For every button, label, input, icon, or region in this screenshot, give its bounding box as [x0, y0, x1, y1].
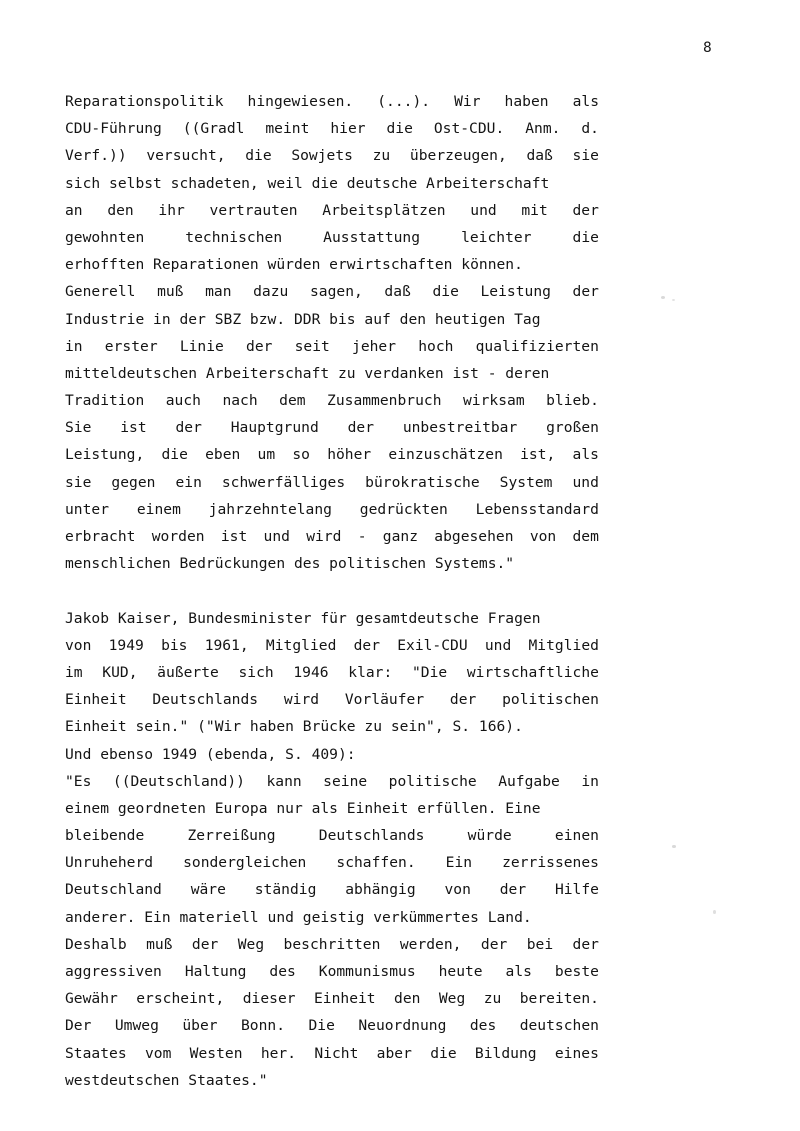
text-line	[65, 876, 599, 903]
word: dieser	[242, 990, 296, 1008]
word: vertrauten	[209, 201, 298, 219]
word: werden,	[399, 935, 462, 953]
word: zerrissenes	[502, 854, 599, 872]
word: unter	[65, 500, 110, 518]
word: der	[449, 691, 477, 709]
word: Weg	[237, 935, 265, 953]
word: d.	[581, 120, 599, 138]
text-line	[65, 686, 599, 713]
word: von	[444, 881, 471, 899]
word: Zerreißung	[187, 827, 276, 845]
word: sie	[572, 147, 599, 165]
word: den	[107, 201, 134, 219]
word: sagen,	[309, 283, 363, 301]
word: von	[529, 528, 557, 545]
word: in	[65, 337, 83, 355]
word: haben	[504, 93, 549, 110]
word: Wir	[454, 93, 481, 110]
word: würde	[467, 827, 512, 845]
word: wird	[283, 691, 320, 709]
word: über	[182, 1017, 218, 1035]
word: ständig	[254, 881, 317, 899]
word: hingewiesen.	[247, 93, 354, 110]
text-line	[65, 958, 599, 985]
word: Gewähr	[65, 990, 118, 1008]
word: Arbeitsplätzen	[322, 201, 446, 219]
word: jahrzehntelang	[208, 500, 332, 518]
word: -	[357, 528, 367, 545]
word: meint	[265, 120, 310, 138]
word: dem	[279, 392, 306, 410]
word: Bildung	[474, 1044, 537, 1062]
word: ((Gradl	[182, 120, 245, 138]
text-line: mitteldeutschen Arbeiterschaft zu verdanken ist - deren	[65, 364, 550, 382]
scan-speck	[672, 299, 675, 301]
word: wäre	[190, 881, 226, 899]
text-line: Einheit sein." ("Wir haben Brücke zu sein", S. 166).	[65, 718, 523, 736]
word: Nicht	[314, 1044, 359, 1062]
word: Anm.	[525, 120, 561, 138]
word: Westen	[189, 1044, 243, 1062]
word: leichter	[461, 228, 532, 246]
text-line	[65, 1012, 599, 1039]
word: seit	[294, 337, 330, 355]
text-line	[65, 197, 599, 224]
word: Weg	[438, 990, 466, 1008]
word: als	[572, 93, 599, 110]
word: zu	[372, 147, 391, 165]
word: CDU-Führung	[65, 120, 162, 138]
word: Deshalb	[65, 935, 127, 953]
word: seine	[323, 772, 368, 790]
word: nach	[222, 392, 258, 410]
word: Verf.))	[65, 147, 127, 165]
word: Ein	[445, 854, 473, 872]
word: abgesehen	[434, 528, 514, 545]
paragraph	[65, 88, 599, 577]
word: eines	[554, 1044, 599, 1062]
word: äußerte	[157, 663, 219, 681]
text-line	[65, 768, 599, 795]
word: einem	[136, 500, 181, 518]
word: politische	[388, 772, 477, 790]
word: Ost-CDU.	[433, 120, 505, 138]
text-line	[65, 1040, 599, 1067]
word: wirtschaftliche	[466, 663, 599, 681]
word: und	[470, 201, 497, 219]
word: Einheit	[313, 990, 376, 1008]
word: einzuschätzen	[388, 446, 503, 464]
word: der	[246, 337, 273, 355]
word: der	[499, 881, 527, 899]
word: daß	[384, 283, 411, 301]
word: eben	[205, 446, 241, 464]
text-line	[65, 224, 599, 251]
word: sich	[238, 663, 274, 681]
word: und	[263, 528, 290, 545]
word: die	[386, 120, 413, 138]
word: der	[353, 636, 380, 654]
word: ist,	[520, 446, 556, 464]
word: um	[257, 446, 276, 464]
word: Zusammenbruch	[327, 392, 442, 410]
word: kann	[266, 772, 302, 790]
paragraph	[65, 605, 599, 1094]
word: Mitglied	[265, 636, 337, 654]
word: Ausstattung	[323, 228, 421, 246]
word: bis	[161, 636, 188, 654]
text-line	[65, 523, 599, 550]
word: man	[205, 283, 232, 301]
word: Tradition	[65, 392, 145, 410]
word: schaffen.	[336, 854, 416, 872]
word: als	[572, 446, 599, 464]
word: bleibende	[65, 827, 145, 845]
word: Leistung,	[65, 446, 145, 464]
text-line	[65, 88, 599, 115]
word: Hilfe	[554, 881, 599, 899]
word: technischen	[185, 228, 283, 246]
word: Linie	[179, 337, 224, 355]
word: aggressiven	[65, 963, 162, 980]
text-line: einem geordneten Europa nur als Einheit erfüllen. Eine	[65, 799, 541, 817]
word: und	[572, 473, 599, 491]
word: jeher	[352, 337, 397, 355]
word: (...).	[377, 93, 431, 110]
word: aber	[376, 1044, 412, 1062]
word: heute	[438, 963, 483, 980]
word: 1961,	[204, 636, 249, 654]
word: ihr	[158, 201, 185, 219]
word: Deutschland	[65, 881, 162, 899]
word: Bonn.	[241, 1017, 286, 1035]
word: hier	[330, 120, 366, 138]
word: der	[347, 419, 374, 437]
word: Lebensstandard	[475, 500, 599, 518]
word: der	[572, 201, 599, 219]
word: sondergleichen	[183, 854, 307, 872]
word: den	[394, 990, 421, 1008]
word: ((Deutschland))	[112, 772, 245, 790]
text-line: westdeutschen Staates."	[65, 1071, 268, 1089]
word: Haltung	[184, 963, 247, 980]
scan-speck	[661, 296, 665, 299]
word: Leistung	[480, 283, 551, 301]
text-line	[65, 387, 599, 414]
word: gedrückten	[359, 500, 448, 518]
word: wird	[306, 528, 342, 545]
text-line: Jakob Kaiser, Bundesminister für gesamtdeutsche Fragen	[65, 609, 541, 627]
word: deutschen	[519, 1017, 599, 1035]
word: Reparationspolitik	[65, 93, 224, 110]
word: und	[484, 636, 512, 654]
word: so	[292, 446, 310, 464]
word: KUD,	[102, 663, 138, 681]
word: der	[572, 283, 599, 301]
word: auch	[165, 392, 201, 410]
word: der	[175, 419, 202, 437]
word: Hauptgrund	[230, 419, 319, 437]
text-line: Industrie in der SBZ bzw. DDR bis auf den heutigen Tag	[65, 310, 541, 328]
word: überzeugen,	[409, 147, 507, 165]
page-number: 8	[702, 40, 712, 56]
word: von	[65, 636, 92, 654]
text-line	[65, 278, 599, 305]
word: die	[245, 147, 272, 165]
text-line	[65, 469, 599, 496]
word: im	[65, 663, 83, 681]
word: in	[581, 772, 599, 790]
word: worden	[151, 528, 205, 545]
word: bereiten.	[519, 990, 599, 1008]
word: ein	[175, 473, 202, 491]
word: Mitglied	[528, 636, 599, 654]
word: höher	[327, 446, 372, 464]
word: schwerfälliges	[221, 473, 346, 491]
word: sie	[65, 473, 92, 491]
word: die	[430, 1044, 457, 1062]
word: zu	[483, 990, 502, 1008]
word: Die	[308, 1017, 335, 1035]
text-line	[65, 115, 599, 142]
word: der	[191, 935, 219, 953]
text-line	[65, 985, 599, 1012]
word: Neuordnung	[358, 1017, 447, 1035]
word: ist	[120, 419, 147, 437]
text-line	[65, 333, 599, 360]
word: des	[469, 1017, 497, 1035]
word: Sowjets	[291, 147, 353, 165]
word: bürokratische	[365, 473, 480, 491]
word: mit	[521, 201, 548, 219]
word: hoch	[418, 337, 454, 355]
text-line	[65, 659, 599, 686]
word: System	[499, 473, 553, 491]
word: die	[161, 446, 188, 464]
word: Kommunismus	[318, 963, 416, 980]
word: gewohnten	[65, 228, 145, 246]
text-line	[65, 822, 599, 849]
word: Staates	[65, 1044, 127, 1062]
word: unbestreitbar	[402, 419, 518, 437]
word: Umweg	[114, 1017, 159, 1035]
word: beste	[554, 963, 599, 980]
word: Unruheherd	[65, 854, 154, 872]
word: Deutschlands	[152, 691, 259, 709]
scan-speck	[713, 910, 716, 914]
word: wirksam	[462, 392, 525, 410]
word: ist	[220, 528, 248, 545]
word: politischen	[502, 691, 599, 709]
word: Generell	[65, 283, 136, 301]
word: erscheint,	[136, 990, 225, 1008]
text-line	[65, 931, 599, 958]
word: erster	[104, 337, 158, 355]
word: an	[65, 201, 83, 219]
text-line	[65, 414, 599, 441]
word: her.	[260, 1044, 297, 1062]
word: Deutschlands	[318, 827, 425, 845]
document-body	[65, 88, 599, 1094]
word: muß	[157, 283, 184, 301]
word: erbracht	[65, 528, 136, 545]
text-line: Und ebenso 1949 (ebenda, S. 409):	[65, 745, 356, 763]
text-line	[65, 441, 599, 468]
word: ganz	[382, 528, 419, 545]
text-line	[65, 632, 599, 659]
word: "Es	[65, 772, 92, 790]
word: muß	[146, 935, 173, 953]
word: Aufgabe	[498, 772, 560, 790]
word: blieb.	[546, 392, 599, 410]
text-line: anderer. Ein materiell und geistig verkümmertes Land.	[65, 908, 532, 926]
word: klar:	[348, 663, 393, 681]
word: Sie	[65, 419, 92, 437]
word: versucht,	[146, 147, 226, 165]
word: großen	[546, 419, 599, 437]
word: als	[505, 963, 532, 980]
word: Der	[65, 1017, 92, 1035]
text-line	[65, 496, 599, 523]
word: der	[480, 935, 508, 953]
word: 1949	[108, 636, 144, 654]
scan-speck	[672, 845, 676, 848]
word: die	[432, 283, 459, 301]
word: gegen	[111, 473, 156, 491]
text-line: sich selbst schadeten, weil die deutsche Arbeiterschaft	[65, 174, 550, 192]
text-line	[65, 142, 599, 169]
text-line: menschlichen Bedrückungen des politischen Systems."	[65, 555, 515, 573]
word: "Die	[411, 663, 448, 681]
word: Einheit	[65, 691, 127, 709]
word: einen	[554, 827, 599, 845]
word: vom	[144, 1044, 172, 1062]
text-line	[65, 849, 599, 876]
word: daß	[526, 147, 553, 165]
word: beschritten	[283, 935, 381, 953]
word: abhängig	[345, 881, 416, 899]
word: dem	[572, 528, 599, 545]
word: 1946	[293, 663, 329, 681]
word: Vorläufer	[344, 691, 425, 709]
word: der	[572, 935, 599, 953]
word: des	[269, 963, 296, 980]
word: qualifizierten	[475, 337, 599, 355]
word: die	[572, 228, 599, 246]
word: bei	[526, 935, 554, 953]
text-line: erhofften Reparationen würden erwirtschaften können.	[65, 256, 523, 274]
word: Exil-CDU	[397, 636, 468, 654]
word: dazu	[253, 283, 289, 301]
